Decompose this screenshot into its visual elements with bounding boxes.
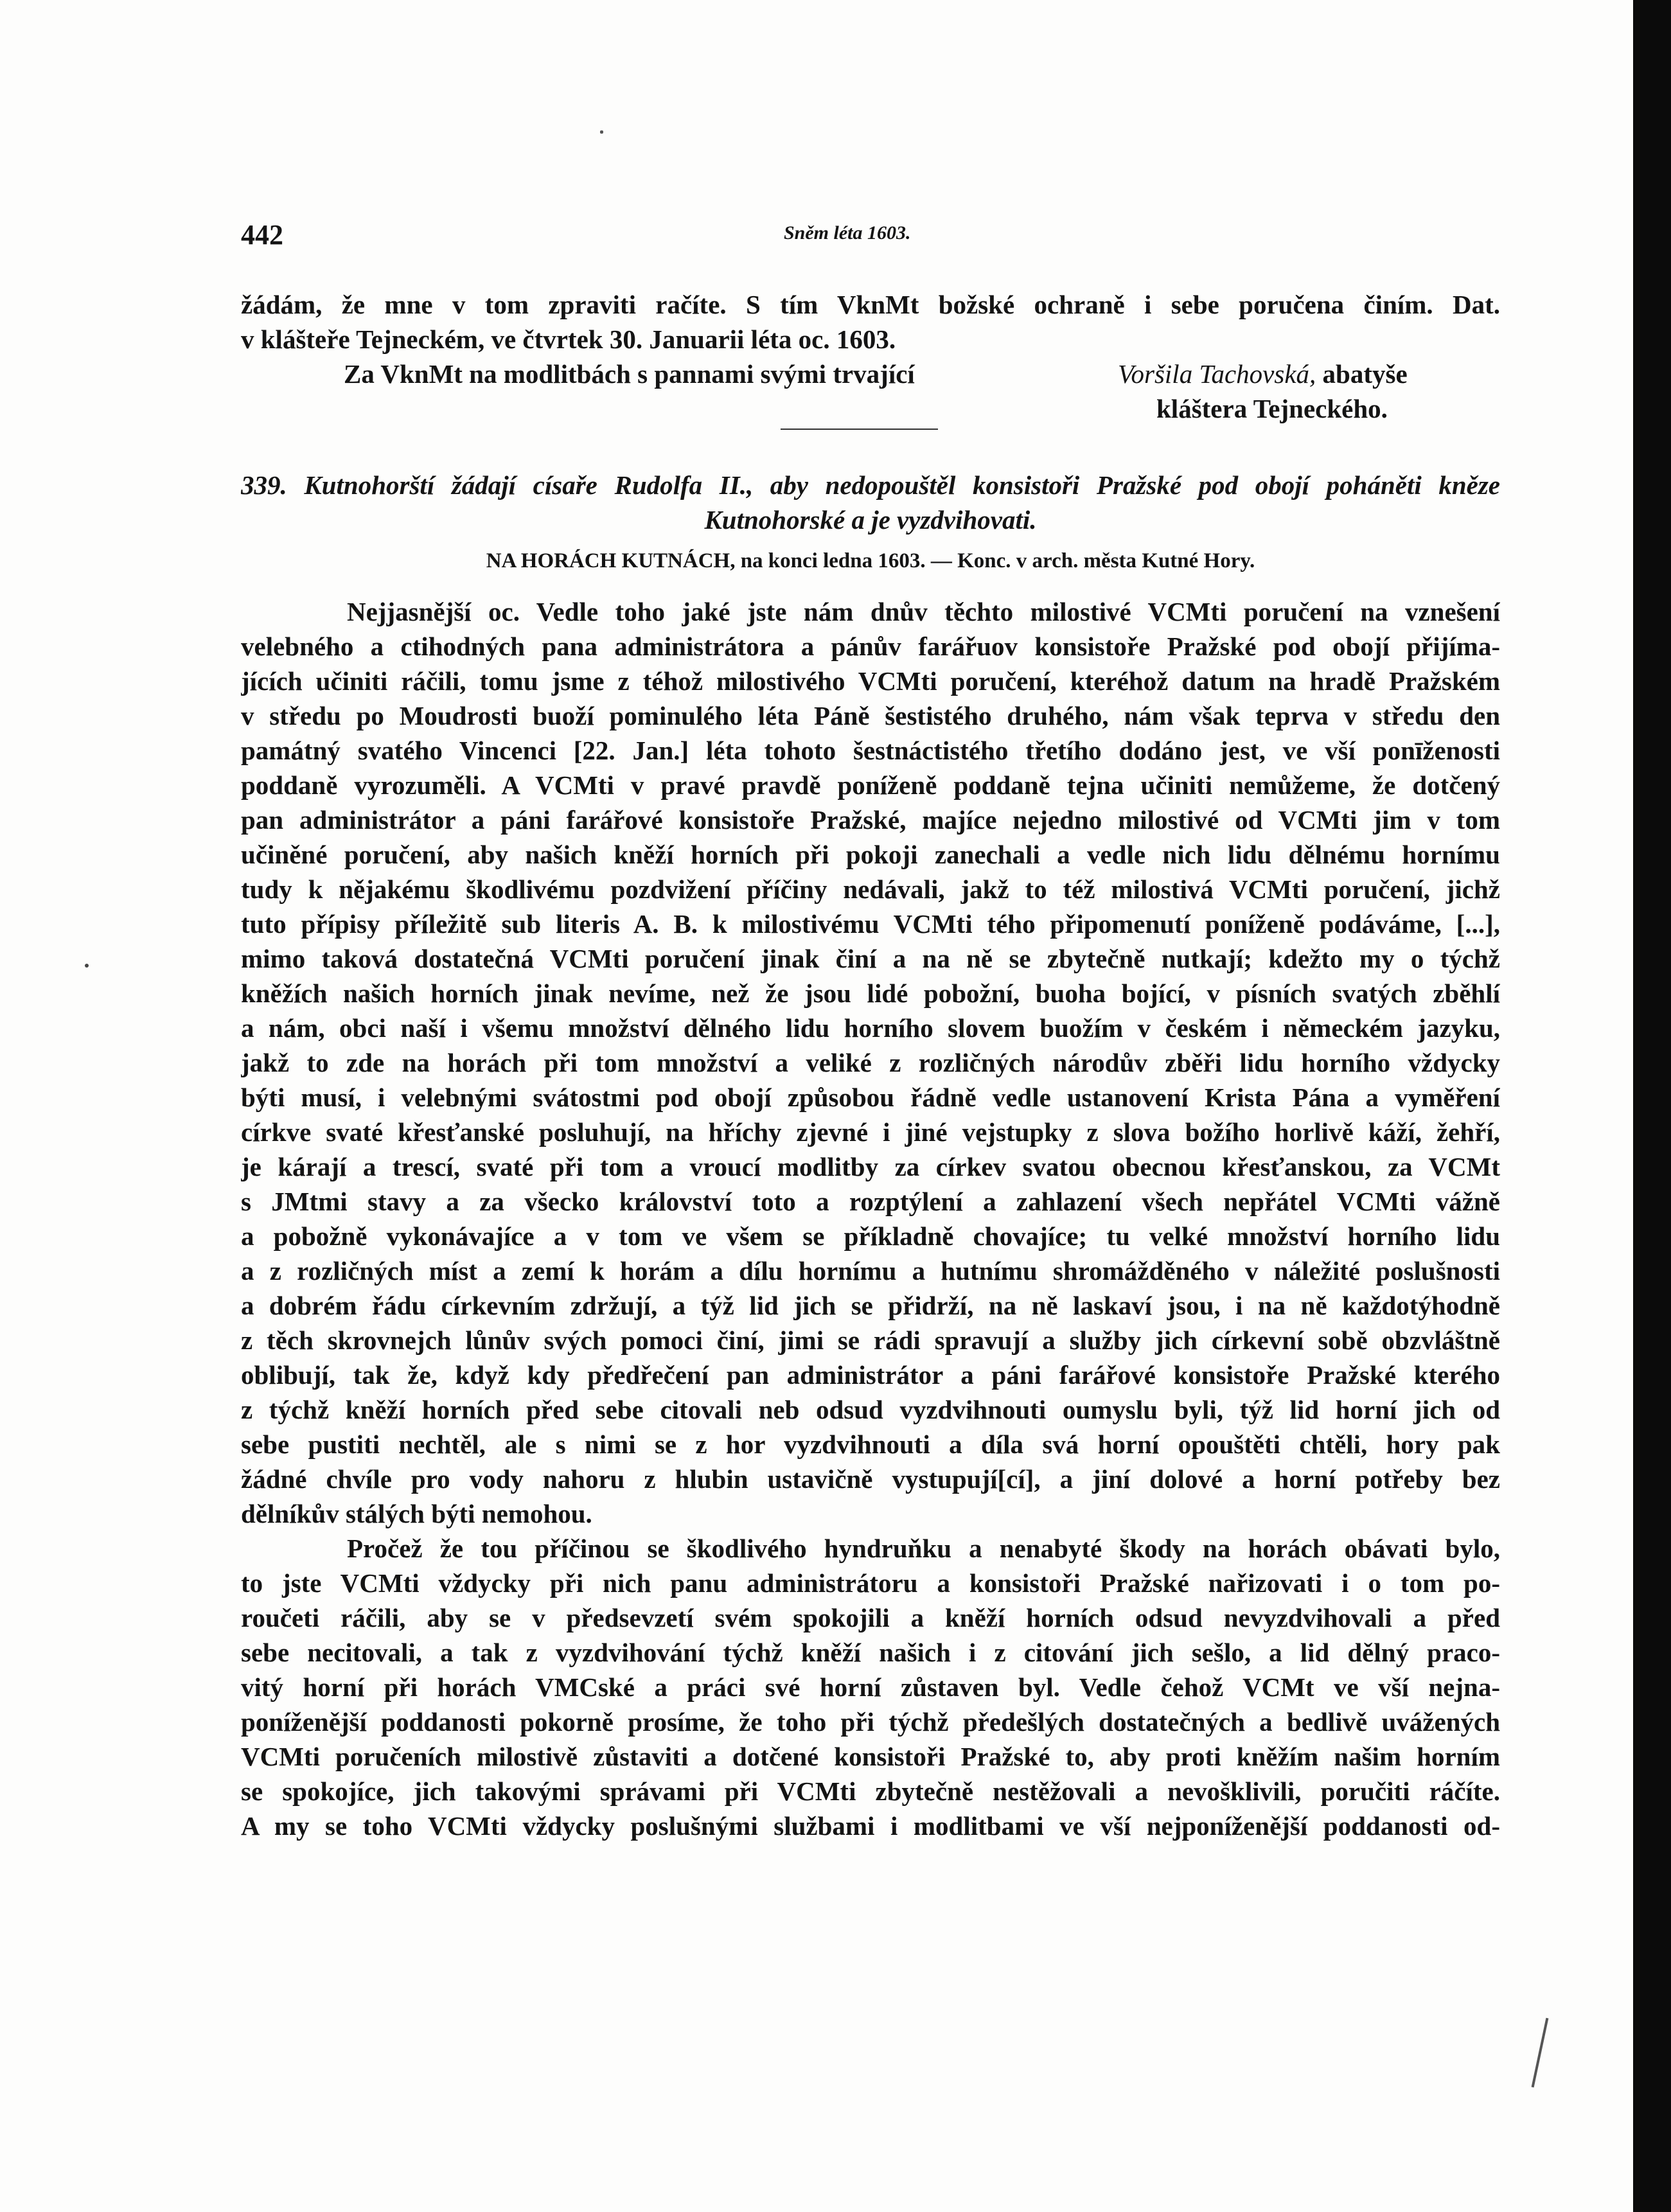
text-line: učiněné poručení, aby našich kněží horních při pokoji zanechali a vedle nich lidu dělnému hornímu: [241, 840, 1500, 869]
heading-text-1: Kutnohorští žádají císaře Rudolfa II., aby nedopouštěl konsistoři Pražské pod obojí poháněti kněze: [304, 470, 1500, 500]
closing-formula: Za VknMt na modlitbách s pannami svými trvající: [344, 359, 915, 389]
document-heading: [241, 468, 1500, 537]
place-date-source: NA HORÁCH KUTNÁCH, na konci ledna 1603. — Konc. v arch. města Kutné Hory.: [486, 549, 1255, 572]
document-body: [241, 594, 1500, 1843]
text-line: A my se toho VCMti vždycky poslušnými službami i modlitbami ve vší nejponíženější poddanosti od-: [241, 1811, 1500, 1841]
text-line: VCMti poručeních milostivě zůstaviti a dotčené konsistoři Pražské to, aby proti kněžím našim horním: [241, 1742, 1500, 1771]
text-line: v klášteře Tejneckém, ve čtvrtek 30. Januarii léta oc. 1603.: [241, 324, 896, 354]
signature-row-2: [241, 391, 1500, 426]
text-line: s JMtmi stavy a za všecko království toto a rozptýlení a zahlazení všech nepřátel VCMti vážně: [241, 1187, 1500, 1216]
margin-speck: [85, 964, 89, 968]
text-line: z těch skrovnejch lůnův svých pomoci činí, jimi se rádi spravují a služby jich církevní sobě obzvláštně: [241, 1325, 1500, 1355]
scan-border: [1633, 0, 1671, 2212]
closing-row: [241, 357, 1500, 391]
running-title: Sněm léta 1603.: [784, 222, 911, 243]
signature: [1118, 357, 1408, 391]
previous-letter-ending: [241, 287, 1500, 426]
text-line: poníženější poddanosti pokorně prosíme, že toho při týchž předešlých dostatečných a bedlivě uvážených: [241, 1707, 1500, 1737]
text-line: jakž to zde na horách při tom množství a veliké z rozličných národův zběři lidu horního vždycky: [241, 1048, 1500, 1077]
text-line: roučeti ráčili, aby se v předsevzetí svém spokojili a kněží horních odsud nevyzdvihovali a před: [241, 1603, 1500, 1632]
margin-pencil-mark: [1532, 2018, 1549, 2087]
text-line: kněžích našich horních jinak nevíme, než že jsou lidé pobožní, buoha bojící, v písních svatých zběhlí: [241, 978, 1500, 1008]
page-number: 442: [241, 219, 283, 251]
text-line: býti musí, i velebnými svátostmi pod obojí způsobou řádně vedle ustanovení Krista Pána a vyměření: [241, 1083, 1500, 1112]
page-header: [241, 218, 1333, 257]
text-line: se spokojíce, jich takovými správami při VCMti zbytečně nestěžovali a nevošklivili, poručiti ráčíte.: [241, 1776, 1500, 1806]
text-line: tuto přípisy příležitě sub literis A. B. k milostivému VCMti tého připomenutí poníženě podáváme, [...],: [241, 909, 1500, 939]
text-line: žádné chvíle pro vody nahoru z hlubin ustavičně vystupují[cí], a jiní dolové a horní potřeby bez: [241, 1464, 1500, 1494]
text-line: vitý horní při horách VMCské a práci své horní zůstaven byl. Vedle čehož VCMt ve vší nejna-: [241, 1672, 1500, 1702]
heading-line-2: Kutnohorské a je vyzdvihovati.: [704, 505, 1037, 535]
text-line: v středu po Moudrosti buoží pominulého léta Páně šestistého druhého, nám však teprva v středu den: [241, 701, 1500, 730]
text-line: a z rozličných míst a zemí k horám a dílu hornímu a hutnímu shromážděného v náležité poslušnosti: [241, 1256, 1500, 1286]
text-line: poddaně vyrozuměli. A VCMti v pravé pravdě poníženě poddaně tejna učiniti nemůžeme, že dotčený: [241, 770, 1500, 800]
text-line: a nám, obci naší i všemu množství dělného lidu horního slovem buožím v českém i německém jazyku,: [241, 1013, 1500, 1043]
text-line: z týchž kněží horních před sebe citovali neb odsud vyzdvihnouti oumyslu byli, týž lid horní jich od: [241, 1395, 1500, 1424]
text-line: sebe necitovali, a tak z vyzdvihování týchž kněží našich i z citování jich sešlo, a lid dělný praco-: [241, 1638, 1500, 1667]
heading-line-1: [241, 468, 1500, 502]
text-line: je kárají a trescí, svaté při tom a vroucí modlitby za církev svatou obecnou křesťanskou, za VCMt: [241, 1152, 1500, 1181]
text-line: a dobrém řádu církevním zdržují, a týž lid jich se přidrží, na ně laskaví jsou, i na ně každotýhodně: [241, 1291, 1500, 1320]
text-line: to jste VCMti vždycky při nich panu administrátoru a konsistoři Pražské nařizovati i o tom po-: [241, 1568, 1500, 1598]
text-line: oblibují, tak že, když kdy předřečení pan administrátor a páni farářové konsistoře Pražské kterého: [241, 1360, 1500, 1390]
signature-monastery: kláštera Tejneckého.: [1156, 394, 1388, 423]
text-line: Nejjasnější oc. Vedle toho jaké jste nám dnův těchto milostivé VCMti poručení na vznešení: [347, 597, 1500, 626]
text-line: sebe pustiti nechtěl, ale s nimi se z hor vyzdvihnouti a díla svá horní opouštěti chtěli, hory pak: [241, 1429, 1500, 1459]
signature-name: Voršila Tachovská,: [1118, 359, 1316, 389]
section-divider: [781, 429, 938, 430]
text-line: velebného a ctihodných pana administrátora a pánův farářuov konsistoře Pražské pod obojí přijíma-: [241, 632, 1500, 661]
text-line: a pobožně vykonávajíce a v tom ve všem se příkladně chovajíce; tu velké množství horního lidu: [241, 1221, 1500, 1251]
text-line: pan administrátor a páni farářové konsistoře Pražské, majíce nejedno milostivé od VCMti jim v tom: [241, 805, 1500, 835]
text-line: církve svaté křesťanské posluhují, na hříchy zjevné i jiné vejstupky z slova božího horlivě káží, žehří,: [241, 1117, 1500, 1147]
document-number: 339.: [241, 470, 287, 500]
text-line: Pročež že tou příčinou se škodlivého hyndruňku a nenabyté škody na horách obávati bylo,: [347, 1534, 1500, 1563]
text-line: tudy k nějakému škodlivému pozdvižení příčiny nedávali, jakž to též milostivá VCMti poručení, jichž: [241, 874, 1500, 904]
text-line: památný svatého Vincenci [22. Jan.] léta tohoto šestnáctistého třetího dodáno jest, ve vší ponīženosti: [241, 736, 1500, 765]
text-line: žádám, že mne v tom zpraviti račíte. S tím VknMt božské ochraně i sebe poručena činím. Dat.: [241, 290, 1500, 319]
scan-speck: [600, 130, 603, 134]
text-line: dělníkův stálých býti nemohou.: [241, 1499, 592, 1528]
text-line: jících učiniti ráčili, tomu jsme z téhož milostivého VCMti poručení, kteréhož datum na hradě Pražském: [241, 666, 1500, 696]
text-line: mimo taková dostatečná VCMti poručení jinak činí a na ně se zbytečně nutkají; kdežto my o týchž: [241, 944, 1500, 973]
signature-title: abatyše: [1322, 359, 1408, 389]
